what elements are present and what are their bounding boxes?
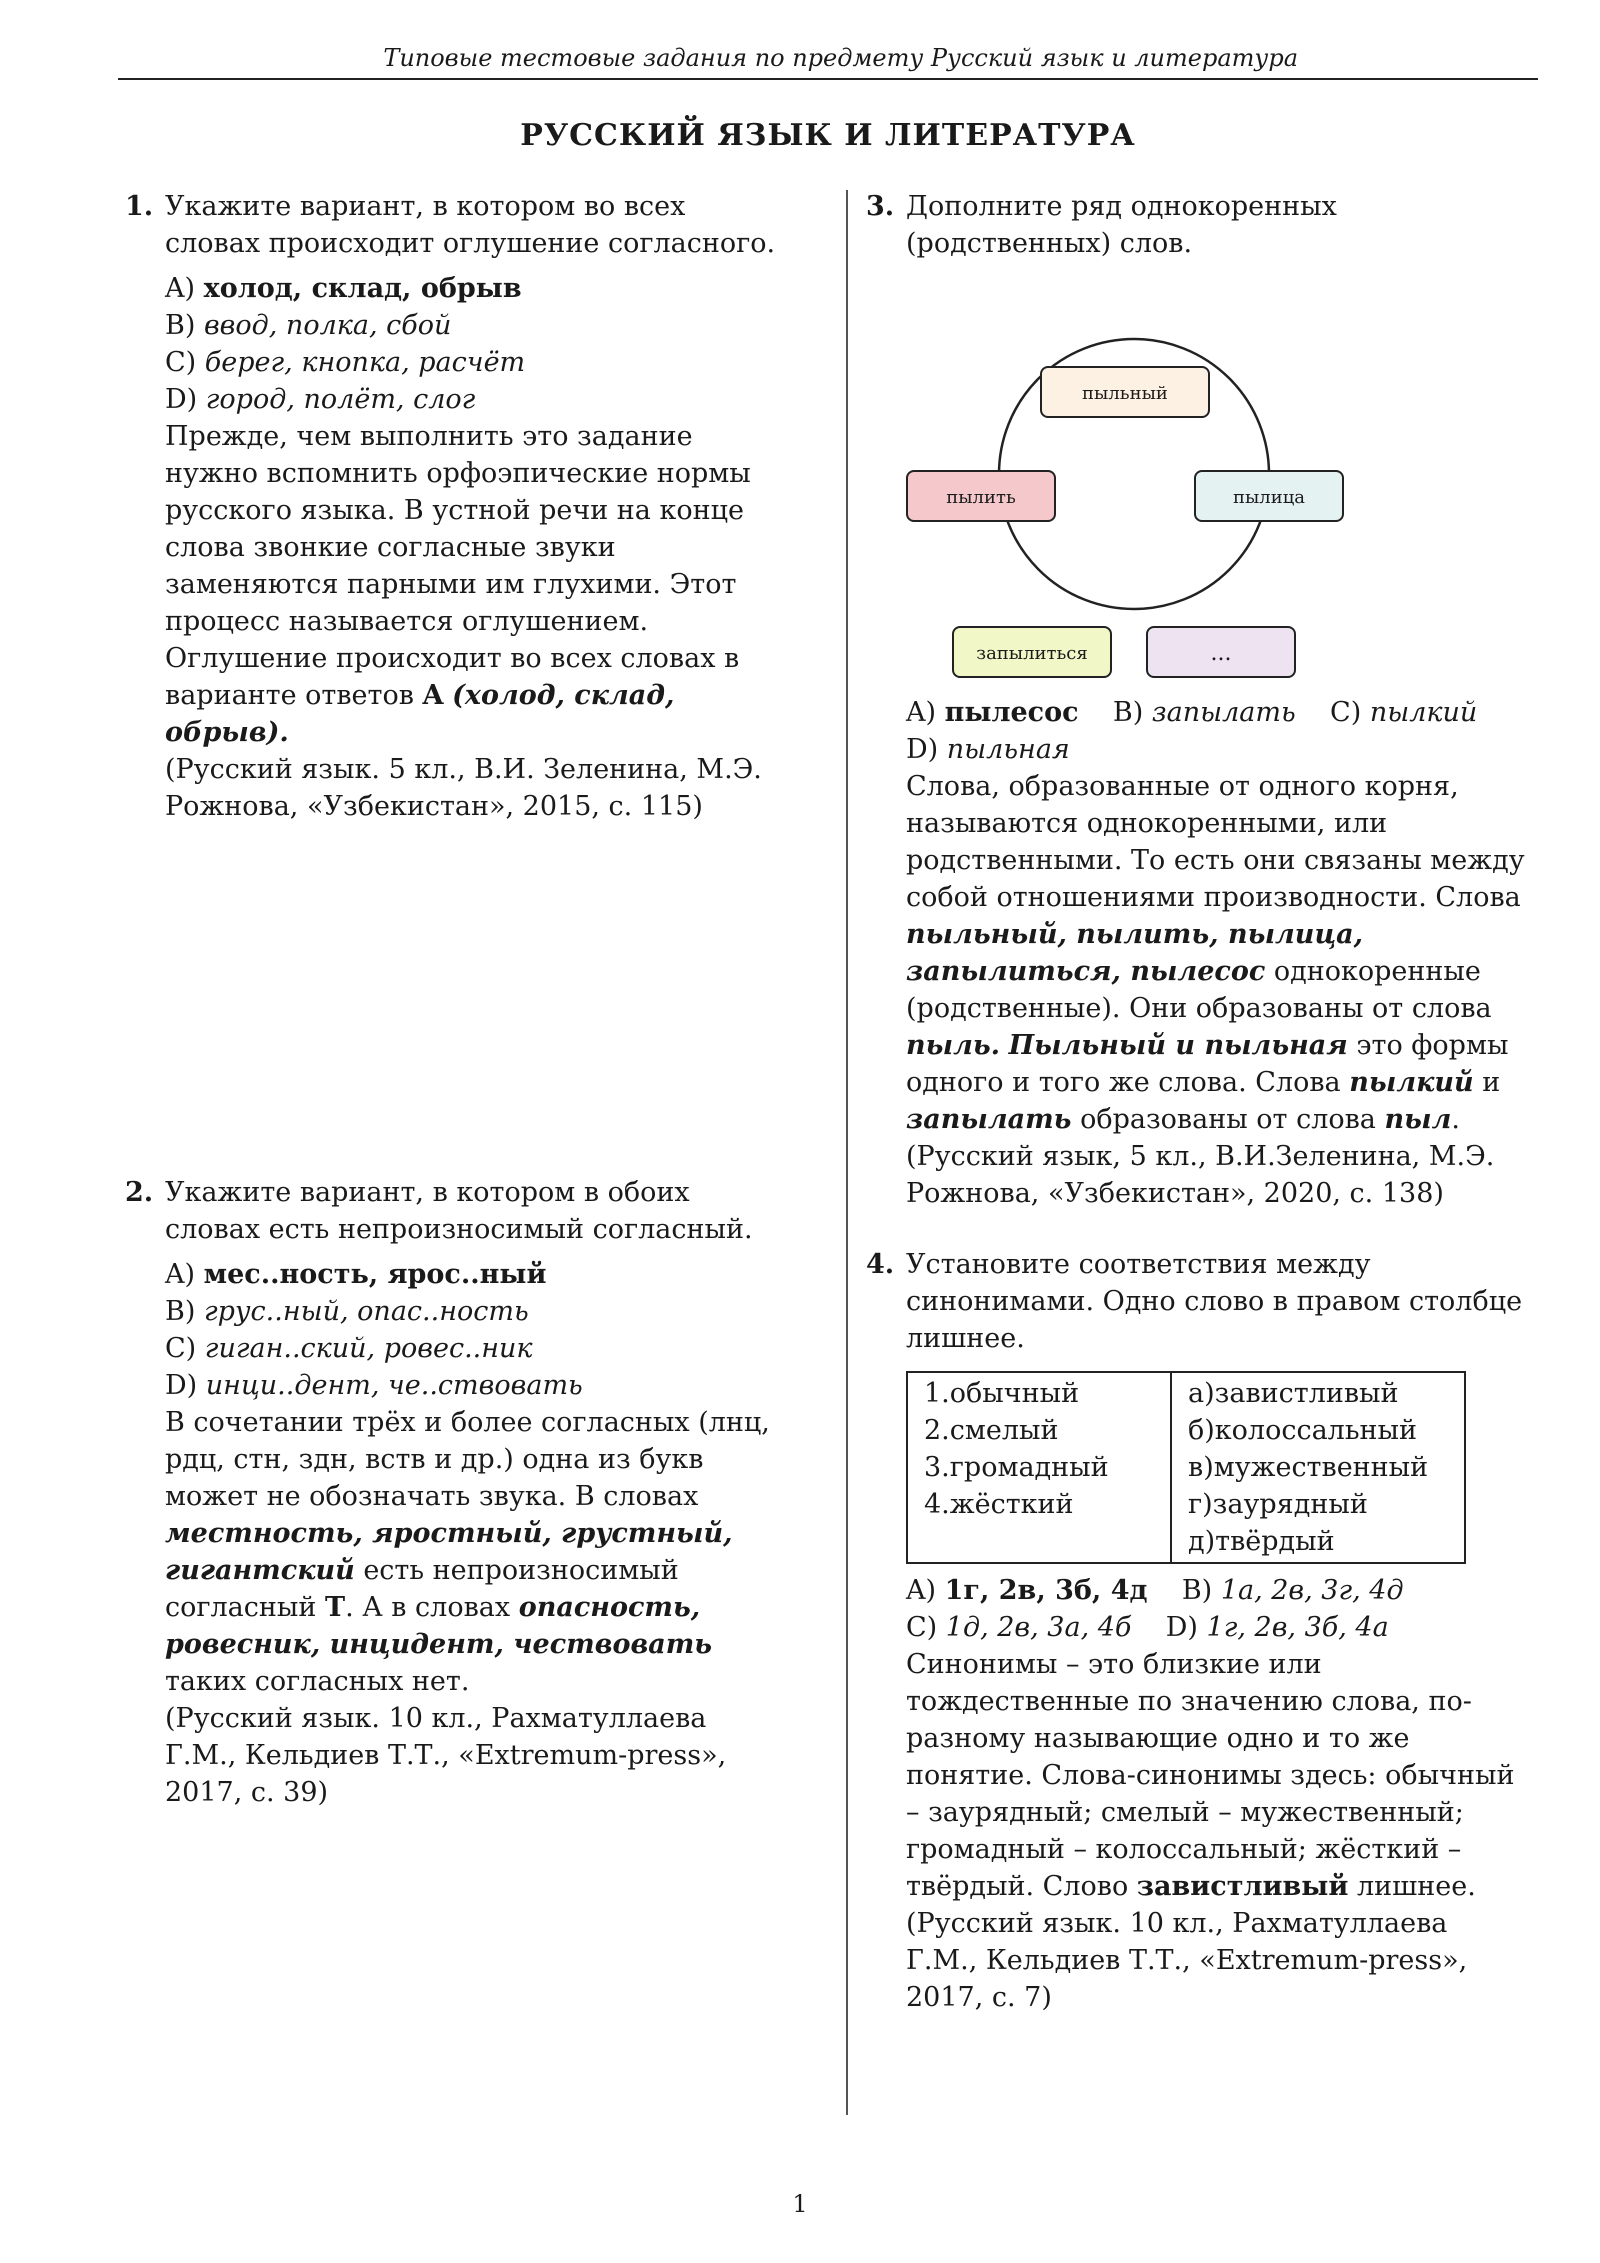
question-2 — [125, 1174, 785, 1811]
column-divider — [846, 190, 848, 2115]
option-a[interactable]: A) холод, склад, обрыв — [165, 273, 522, 304]
page-number: 1 — [792, 2190, 808, 2218]
question-1 — [125, 188, 785, 825]
question-text: Укажите вариант, в котором во всех словах происходит оглушение согласного. — [165, 191, 776, 259]
page-title: РУССКИЙ ЯЗЫК И ЛИТЕРАТУРА — [520, 118, 1136, 153]
node-zapylitsia: запылиться — [952, 626, 1112, 678]
explanation: Прежде, чем выполнить это задание нужно вспомнить орфоэпические нормы русского языка. В устной речи на конце слова звонкие согласные звуки заменяются парными им глухими. Этот процесс называется оглушением. Оглушение происходит во всех словах в варианте ответов A (холод, склад, обрыв). — [165, 421, 751, 748]
option-b[interactable]: B) 1а, 2в, 3г, 4д — [1181, 1575, 1404, 1606]
option-b[interactable]: B) грус..ный, опас..ность — [165, 1296, 529, 1327]
node-pylitsa: пылица — [1194, 470, 1344, 522]
option-b[interactable]: B) запылать — [1112, 697, 1296, 728]
match-table — [906, 1371, 1466, 1564]
cycle-ring — [906, 274, 1366, 614]
option-a[interactable]: A) 1г, 2в, 3б, 4д — [906, 1575, 1148, 1606]
answer-options — [906, 1572, 1526, 1646]
option-d[interactable]: D) инци..дент, че..ствовать — [165, 1370, 583, 1401]
word-family-diagram — [906, 274, 1366, 666]
option-a[interactable]: A) мес..ность, ярос..ный — [165, 1259, 547, 1290]
question-number: 3. — [866, 191, 895, 222]
node-pylnyi: пыльный — [1040, 366, 1210, 418]
option-d[interactable]: D) пыльная — [906, 734, 1070, 765]
option-d[interactable]: D) 1г, 2в, 3б, 4а — [1165, 1612, 1389, 1643]
option-c[interactable]: C) пылкий — [1330, 697, 1478, 728]
node-pylit: пылить — [906, 470, 1056, 522]
explanation: Слова, образованные от одного корня, называются однокоренными, или родственными. То есть они связаны между собой отношениями производности. Слова пыльный, пылить, пылица, запылиться, пылесос однокоренные (родственные). Они образованы от слова пыль. Пыльный и пыльная это формы одного и того же слова. Слова пылкий и запылать образованы от слова пыл. — [906, 771, 1525, 1135]
option-a[interactable]: A) пылесос — [906, 697, 1079, 728]
running-header: Типовые тестовые задания по предмету Русский язык и литература — [383, 44, 1298, 72]
question-number: 4. — [866, 1249, 895, 1280]
question-text: Дополните ряд однокоренных (родственных) слов. — [906, 191, 1337, 259]
option-b[interactable]: B) ввод, полка, сбой — [165, 310, 452, 341]
question-text: Установите соответствия между синонимами. Одно слово в правом столбце лишнее. — [906, 1249, 1523, 1354]
answer-options — [906, 694, 1526, 768]
header-rule — [118, 78, 1538, 80]
answer-options — [165, 1256, 785, 1404]
option-c[interactable]: C) берег, кнопка, расчёт — [165, 347, 526, 378]
question-number: 1. — [125, 191, 154, 222]
option-d[interactable]: D) город, полёт, слог — [165, 384, 476, 415]
source-citation: (Русский язык. 5 кл., В.И. Зеленина, М.Э. Рожнова, «Узбекистан», 2015, с. 115) — [165, 754, 762, 822]
question-4 — [866, 1246, 1526, 2016]
question-text: Укажите вариант, в котором в обоих словах есть непроизносимый согласный. — [165, 1177, 753, 1245]
option-c[interactable]: C) гиган..ский, ровес..ник — [165, 1333, 533, 1364]
node-missing: ... — [1146, 626, 1296, 678]
question-3 — [866, 188, 1526, 1212]
source-citation: (Русский язык. 10 кл., Рахматуллаева Г.М., Кельдиев Т.Т., «Extremum-press», 2017, с. 39) — [165, 1703, 727, 1808]
source-citation: (Русский язык. 10 кл., Рахматуллаева Г.М., Кельдиев Т.Т., «Extremum-press», 2017, с. 7) — [906, 1908, 1468, 2013]
explanation: В сочетании трёх и более согласных (лнц, рдц, стн, здн, вств и др.) одна из букв может не обозначать звука. В словах местность, яростный, грустный, гигантский есть непроизносимый согласный Т. А в словах опасность, ровесник, инцидент, чествовать таких согласных нет. — [165, 1407, 770, 1697]
right-column: а)завистливый б)колоссальный в)мужественный г)заурядный д)твёрдый — [1171, 1372, 1465, 1563]
left-column: 1.обычный 2.смелый 3.громадный 4.жёсткий — [907, 1372, 1171, 1563]
explanation: Синонимы – это близкие или тождественные по значению слова, по-разному называющие одно и то же понятие. Слова-синонимы здесь: обычный – заурядный; смелый – мужественный; громадный – колоссальный; жёсткий – твёрдый. Слово завистливый лишнее. — [906, 1649, 1515, 1902]
option-c[interactable]: C) 1д, 2в, 3а, 4б — [906, 1612, 1132, 1643]
source-citation: (Русский язык, 5 кл., В.И.Зеленина, М.Э. Рожнова, «Узбекистан», 2020, с. 138) — [906, 1141, 1495, 1209]
question-number: 2. — [125, 1177, 154, 1208]
answer-options — [165, 270, 785, 418]
